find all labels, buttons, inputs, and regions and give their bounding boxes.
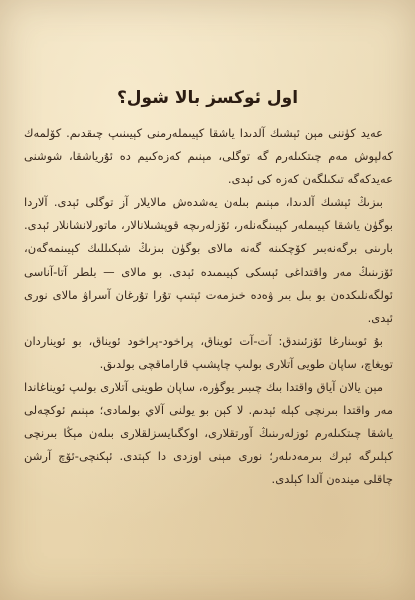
paragraph-2: بىزىڭ ئېشىك آلدىدا، مېنىم بىلەن يەشدەش مالايلار آز توگلى ئېدى. آلاردا بوگۈن ياشقا كېيىملەر كېيىنگەنلەر، ئۆزلەرىچە قوپشىلانالار، ماتورلانشانلار ئېدى. بارىنى برگەنەبىر كۆچكىنە گەنە مالاى بوگۈن بىزىڭ شېكىللىك كېيىنمەگەن، ئۆزىنىڭ مەر واقتداغى ئېسكى كېيىمىدە ئېدى. بو مالاى — بلطر آتا-آناسى ئولگەنلىكدەن بو بىل بىر ۋەدە خىزمەت ئېتىپ تۇرا تۇرغان آسراۋ مالاى نورى ئېدى. (24, 195, 393, 325)
paragraph-1: عەيد كۈننى مېن ئېشىك آلدىدا ياشقا كېيىملەرمنى كېيىنىپ چىقدىم. كۆلمەك كەلپوش مەم چىتكىلەرم گە توگلى، مېنىم كەزەكىيم دە ئۇرياشقا، شوشنى عەيدكەگە تىكىلگەن كەزە كى ئېدى. (24, 126, 393, 187)
chapter-title: اول ئوكسز بالا شول؟ (116, 88, 299, 108)
paragraph-4: مېن يالان آياق واقتدا بىك چىبىر يوگۈرە، ساپان طوينى آتلارى بولىپ ئويناغاندا مەر واقتدا بىرنچى كېلە ئېدىم. لا كېن بو يولنى آلاي بولمادى؛ مېنىم ئوكچەلى ياشقا چىتكىلەرم ئوزلەرىنىڭ آورتقلارى، اوكگىايسزلقلارى بىلەن مېڭا بىرنچى كېلىرگە ئېرك بىرمەدىلەر؛ نورى مېنى اوزدى دا كېتدى. ئېكنچى-ئۆچ آرشن چاقلى ميندەن آلدا كېلدى. (24, 380, 393, 487)
chapter-body (24, 122, 393, 492)
paragraph-3: بۇ ئوبىنارغا ئۆزئىندق: آت-آت ئويناق، پراخود-پراخود ئويناق، بو ئويناردان تويغاچ، ساپان طويى آتلارى بولىپ چاپشىپ قاراماقچى بولدىق. (24, 333, 393, 371)
